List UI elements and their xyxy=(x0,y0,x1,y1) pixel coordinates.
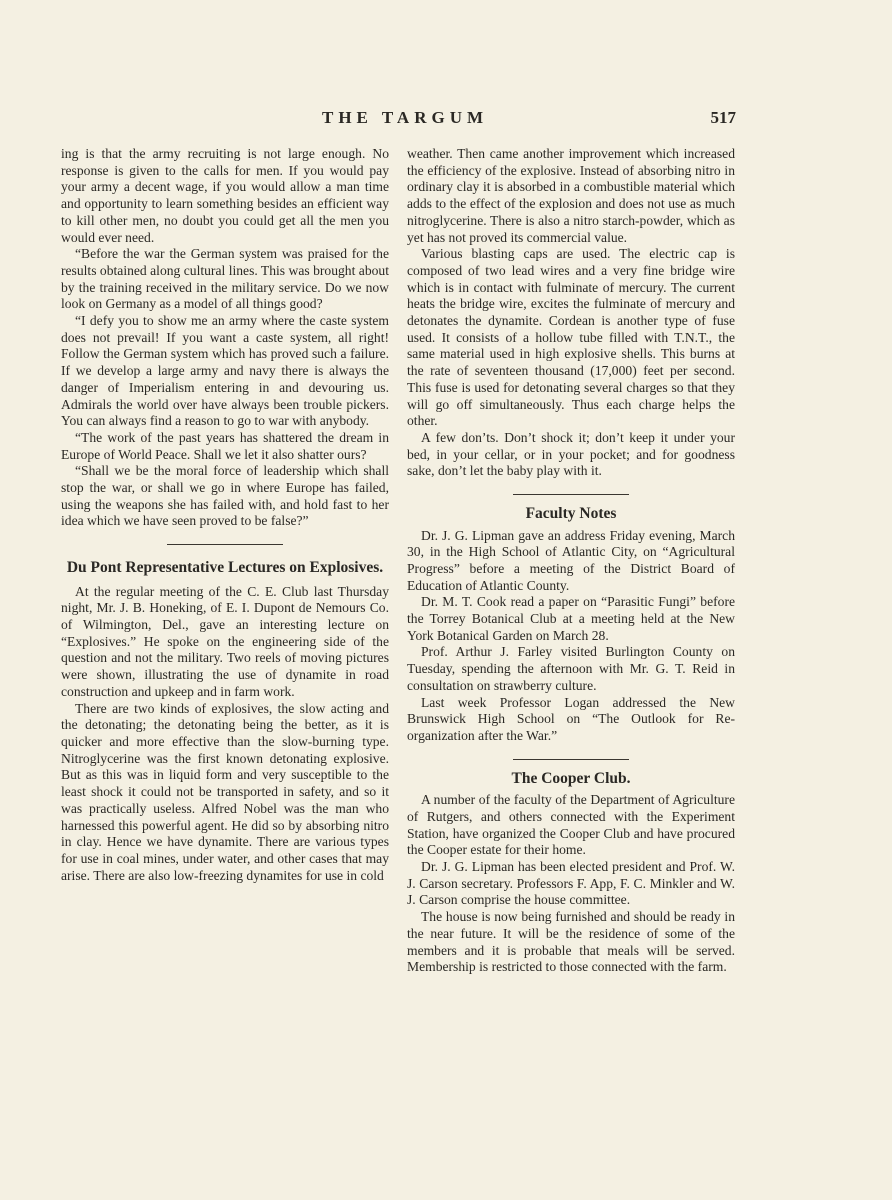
paragraph: “Before the war the German system was praised for the results obtained along cultural lines. This was brought about by the training received in the military service. Do we now look on Germany as a model of all things good? xyxy=(61,246,389,312)
section-divider xyxy=(513,494,629,495)
paragraph: Various blasting caps are used. The electric cap is composed of two lead wires and a very fine bridge wire which is in contact with fulminate of mercury. The current heats the bridge wire, excites the fulminate of mercury and detonates the dynamite. Cordean is another type of fuse used. It consists of a hollow tube filled with T.N.T., the same material used in high explosive shells. This burns at the rate of seventeen thousand (17,000) feet per second. This fuse is used for detonating several charges so that they will go off simultaneously. Thus each charge helps the other. xyxy=(407,246,735,429)
page-number: 517 xyxy=(710,108,736,127)
paragraph: ing is that the army recruiting is not large enough. No response is given to the calls for men. If you would pay your army a decent wage, if you would allow a man time and opportunity to learn something besides an efficient way to kill other men, no doubt you could get all the men you would ever need. xyxy=(61,146,389,245)
paragraph: weather. Then came another improvement which increased the efficiency of the explosive. Instead of absorbing nitro in ordinary clay it is absorbed in a combustible material which adds to the effect of the explosion and does not use as much nitroglycerine. There is also a nitro starch-powder, which as yet has not proved its commercial value. xyxy=(407,146,735,245)
article-heading-du-pont: Du Pont Representative Lectures on Explosives. xyxy=(66,559,384,577)
paragraph: Dr. J. G. Lipman gave an address Friday evening, March 30, in the High School of Atlantic City, on “Agricultural Progress” before a meeting of the District Board of Education of Atlantic County. xyxy=(407,527,735,593)
left-column xyxy=(61,146,389,884)
paragraph: A few don’ts. Don’t shock it; don’t keep it under your bed, in your cellar, or in your pocket; and for goodness sake, don’t let the baby play with it. xyxy=(407,429,735,479)
paragraph: Prof. Arthur J. Farley visited Burlington County on Tuesday, spending the afternoon with Mr. G. T. Reid in consultation on strawberry culture. xyxy=(407,644,735,693)
paragraph: There are two kinds of explosives, the slow acting and the detonating; the detonating being the better, as it is quicker and more effective than the slow-burning type. Nitroglycerine was the first known detonating explosive. But as this was in liquid form and very susceptible to the least shock it could not be transported in safety, and so it was practically useless. Alfred Nobel was the man who harnessed this powerful agent. He did so by absorbing nitro in clay. Hence we have dynamite. There are various types for use in coal mines, under water, and other cases that may arise. There are also low-freezing dynamites for use in cold xyxy=(61,700,389,883)
paragraph: At the regular meeting of the C. E. Club last Thursday night, Mr. J. B. Honeking, of E. I. Dupont de Nemours Co. of Wilmington, Del., gave an interesting lecture on “Explosives.” He spoke on the engineering side of the question and not the military. Two reels of moving pictures were shown, illustrating the use of dynamite in road construction and upkeep and in farm work. xyxy=(61,583,389,699)
paragraph: Last week Professor Logan addressed the New Brunswick High School on “The Outlook for Re-organization after the War.” xyxy=(407,694,735,743)
paragraph: “Shall we be the moral force of leadership which shall stop the war, or shall we go in where Europe has failed, using the weapons she has failed with, and hold fast to her idea which we have seen proved to be false?” xyxy=(61,463,389,529)
paragraph: A number of the faculty of the Department of Agriculture of Rutgers, and others connected with the Experiment Station, have organized the Cooper Club and have procured the Cooper estate for their home. xyxy=(407,792,735,858)
faculty-notes-heading: Faculty Notes xyxy=(525,505,617,523)
section-divider xyxy=(167,544,283,545)
paragraph: Dr. M. T. Cook read a paper on “Parasitic Fungi” before the Torrey Botanical Club at a meeting held at the New York Botanical Garden on March 28. xyxy=(407,594,735,643)
journal-title: THE TARGUM xyxy=(322,108,489,127)
running-head xyxy=(60,108,736,132)
paragraph: “The work of the past years has shattered the dream in Europe of World Peace. Shall we let it also shatter ours? xyxy=(61,429,389,462)
paragraph: Dr. J. G. Lipman has been elected president and Prof. W. J. Carson secretary. Professors F. App, F. C. Minkler and W. J. Carson comprise the house committee. xyxy=(407,859,735,908)
right-column xyxy=(407,146,735,976)
cooper-club-heading: The Cooper Club. xyxy=(511,769,631,787)
section-divider xyxy=(513,759,629,760)
paragraph: The house is now being furnished and should be ready in the near future. It will be the residence of some of the members and it is probable that meals will be served. Membership is restricted to those connected with the farm. xyxy=(407,909,735,975)
paragraph: “I defy you to show me an army where the caste system does not prevail! If you want a caste system, all right! Follow the German system which has proved such a failure. If we develop a large army and navy there is always the danger of Imperialism entering in and devouring us. Admirals the world over have always been trouble pickers. You can always find a reason to go to war with anybody. xyxy=(61,313,389,429)
